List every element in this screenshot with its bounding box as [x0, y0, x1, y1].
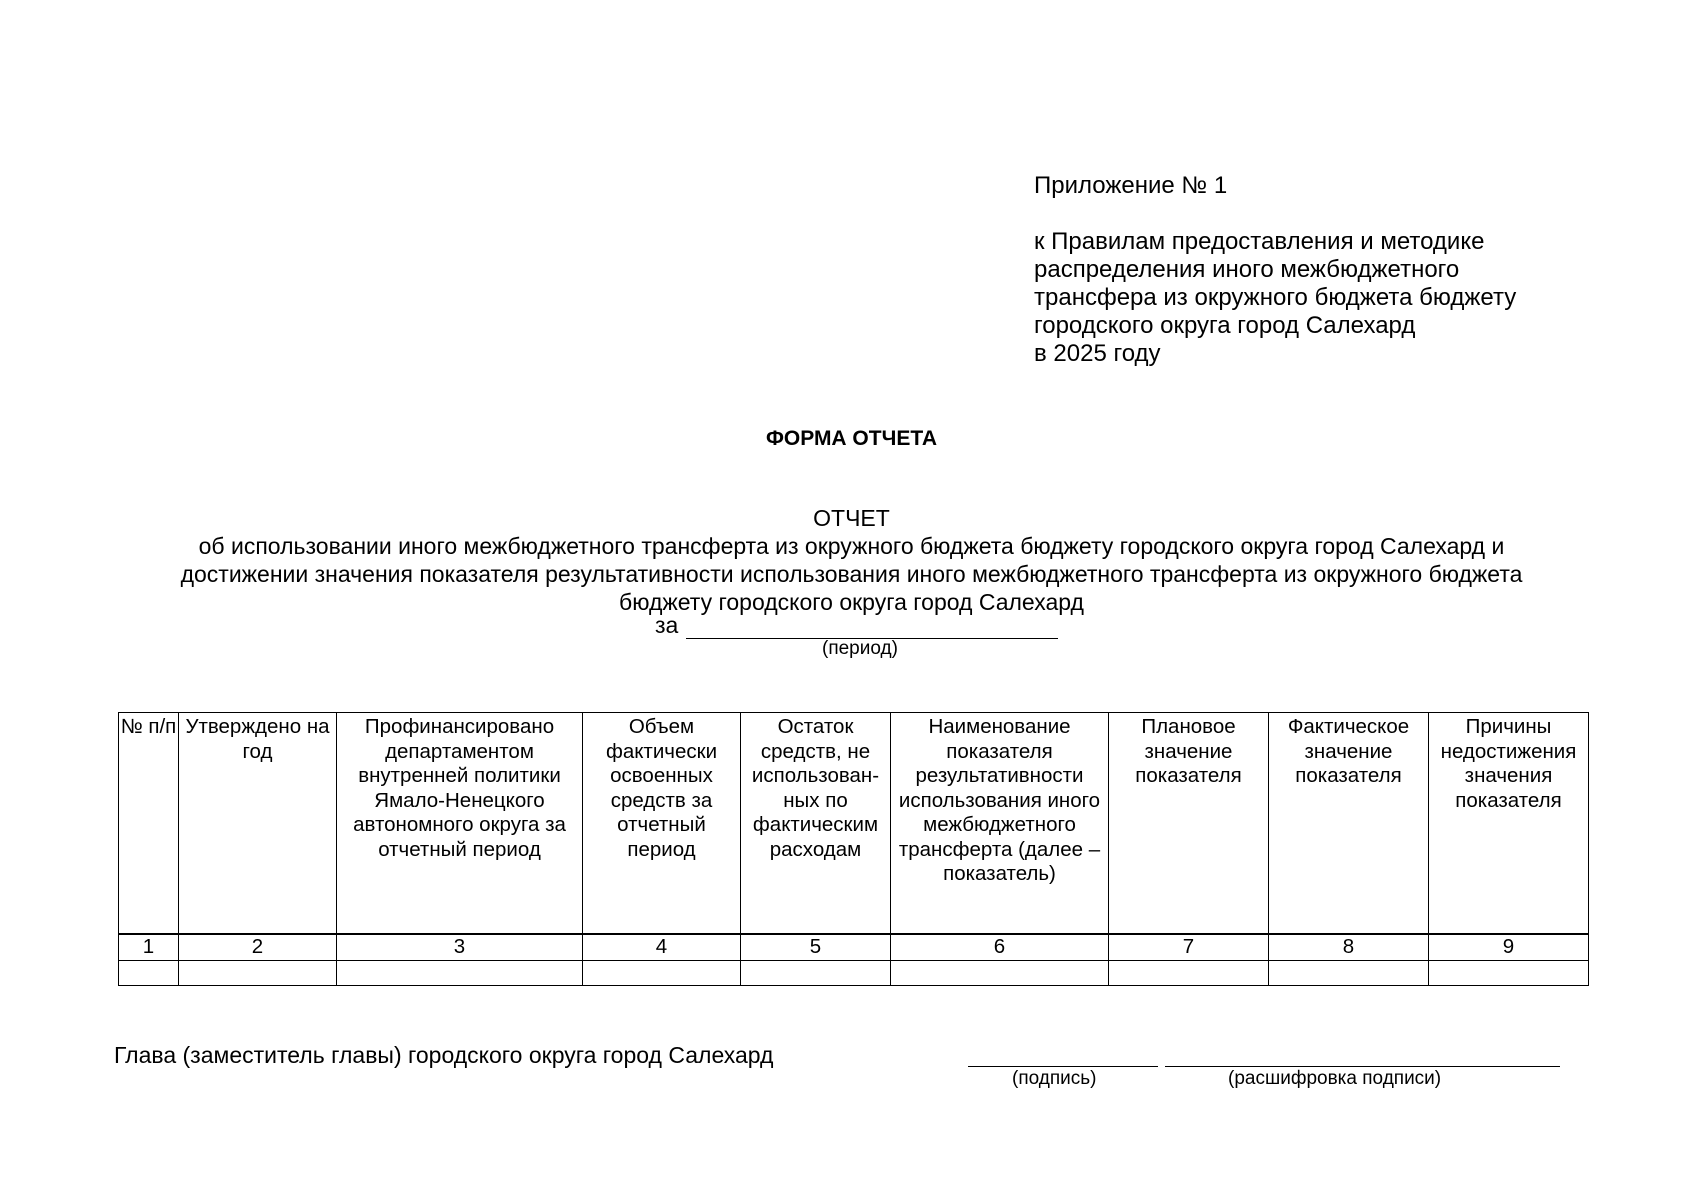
col-header-spent: Объем фактически освоенных средств за отчетный период — [583, 713, 741, 935]
report-subtitle-line: достижении значения показателя результативности использования иного межбюджетного трансферта из окружного бюджета — [180, 561, 1523, 587]
table-cell[interactable] — [1429, 960, 1589, 985]
form-title: ФОРМА ОТЧЕТА — [765, 427, 938, 450]
table-cell[interactable] — [891, 960, 1109, 985]
table-cell[interactable] — [179, 960, 337, 985]
period-hint: (период) — [822, 638, 898, 659]
period-line — [655, 612, 1058, 639]
period-blank-field[interactable] — [686, 614, 1058, 639]
appendix-line: в 2025 году — [1034, 340, 1161, 367]
column-number: 7 — [1109, 934, 1269, 960]
table-cell[interactable] — [741, 960, 891, 985]
report-heading — [120, 504, 1583, 616]
table-row — [119, 960, 1589, 985]
col-header-number: № п/п — [119, 713, 179, 935]
col-header-actual: Фактическое значение показателя — [1269, 713, 1429, 935]
column-number: 4 — [583, 934, 741, 960]
column-number: 3 — [337, 934, 583, 960]
report-table — [118, 712, 1589, 986]
report-subtitle-line: бюджету городского округа город Салехард — [619, 589, 1084, 615]
period-prefix: за — [655, 612, 679, 638]
table-cell[interactable] — [1269, 960, 1429, 985]
column-number: 2 — [179, 934, 337, 960]
appendix-line: к Правилам предоставления и методике — [1034, 228, 1485, 255]
column-number: 9 — [1429, 934, 1589, 960]
report-title: ОТЧЕТ — [813, 505, 890, 531]
table-cell[interactable] — [1109, 960, 1269, 985]
table-header-row — [119, 713, 1589, 935]
column-number: 5 — [741, 934, 891, 960]
col-header-planned: Плановое значение показателя — [1109, 713, 1269, 935]
appendix-line: трансфера из окружного бюджета бюджету — [1034, 284, 1517, 311]
report-subtitle-line: об использовании иного межбюджетного трансферта из окружного бюджета бюджету городского округа город Салехард и — [198, 533, 1505, 559]
table-cell[interactable] — [337, 960, 583, 985]
column-number-row — [119, 934, 1589, 960]
appendix-line: распределения иного межбюджетного — [1034, 256, 1460, 283]
signature-hint: (подпись) — [1012, 1068, 1097, 1089]
col-header-indicator-name: Наименование показателя результативности использования иного межбюджетного трансферта (далее – показатель) — [891, 713, 1109, 935]
appendix-block — [1034, 172, 1516, 368]
column-number: 1 — [119, 934, 179, 960]
table-cell[interactable] — [583, 960, 741, 985]
column-number: 8 — [1269, 934, 1429, 960]
column-number: 6 — [891, 934, 1109, 960]
table-cell[interactable] — [119, 960, 179, 985]
appendix-number: Приложение № 1 — [1034, 172, 1228, 199]
signature-label: Глава (заместитель главы) городского округа город Салехард — [114, 1042, 774, 1068]
col-header-reasons: Причины недостижения значения показателя — [1429, 713, 1589, 935]
col-header-approved: Утверждено на год — [179, 713, 337, 935]
col-header-financed: Профинансировано департаментом внутренней политики Ямало-Ненецкого автономного округа за отчетный период — [337, 713, 583, 935]
signature-line[interactable] — [968, 1066, 1158, 1067]
col-header-remainder: Остаток средств, не использован-ных по фактическим расходам — [741, 713, 891, 935]
signature-decode-hint: (расшифровка подписи) — [1228, 1068, 1442, 1089]
appendix-line: городского округа город Салехард — [1034, 312, 1416, 339]
signature-decode-line[interactable] — [1165, 1066, 1560, 1067]
